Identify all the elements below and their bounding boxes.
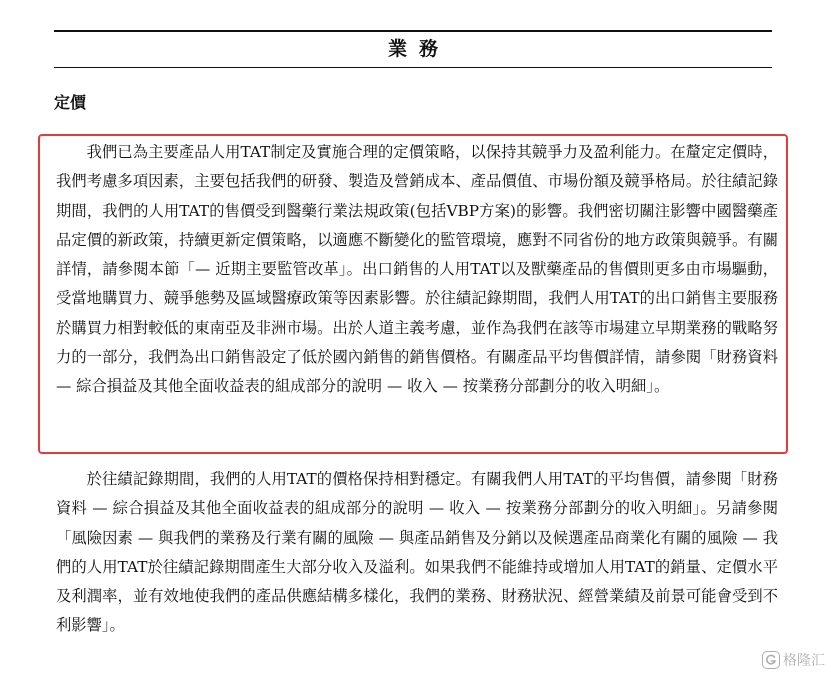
paragraph-pricing-strategy: 我們已為主要產品人用TAT制定及實施合理的定價策略，以保持其競爭力及盈利能力。在釐定定價時，我們考慮多項因素，主要包括我們的研發、製造及營銷成本、產品價值、市場份額及競爭格局。於往績記錄期間，我們的人用TAT的售價受到醫藥行業法規政策(包括VBP方案)的影響。我們密切關注影響中國醫藥產品定價的新政策，持續更新定價策略，以適應不斷變化的監管環境，應對不同省份的地方政策與競爭。有關詳情，請參閱本節「— 近期主要監管改革」。出口銷售的人用TAT以及獸藥產品的售價則更多由市場驅動，受當地購買力、競爭態勢及區域醫療政策等因素影響。於往績記錄期間，我們人用TAT的出口銷售主要服務於購買力相對較低的東南亞及非洲市場。出於人道主義考慮，並作為我們在該等市場建立早期業務的戰略努力的一部分，我們為出口銷售設定了低於國內銷售的銷售價格。有關產品平均售價詳情，請參閱「財務資料 — 綜合損益及其他全面收益表的組成部分的說明 — 收入 — 按業務分部劃分的收入明細」。	[56, 143, 778, 396]
section-heading: 定價	[54, 93, 87, 112]
paragraph-price-stability: 於往績記錄期間，我們的人用TAT的價格保持相對穩定。有關我們人用TAT的平均售價，請參閱「財務資料 — 綜合損益及其他全面收益表的組成部分的說明 — 收入 — 按業務分部劃分的收入明細」。另請參閱「風險因素 — 與我們的業務及行業有關的風險 — 與產品銷售及分銷以及候選產品商業化有關的風險 — 我們的人用TAT於往績記錄期間產生大部分收入及溢利。如果我們不能維持或增加人用TAT的銷量、定價水平及利潤率，並有效地使我們的產品供應結構多樣化，我們的業務、財務狀況、經營業績及前景可能會受到不利影響」。	[56, 470, 778, 635]
g-logo-icon	[762, 651, 780, 669]
watermark-text: 格隆汇	[783, 653, 825, 669]
page-header-title: 業務	[387, 38, 450, 60]
watermark	[762, 650, 825, 670]
header-bottom-rule	[54, 67, 772, 68]
